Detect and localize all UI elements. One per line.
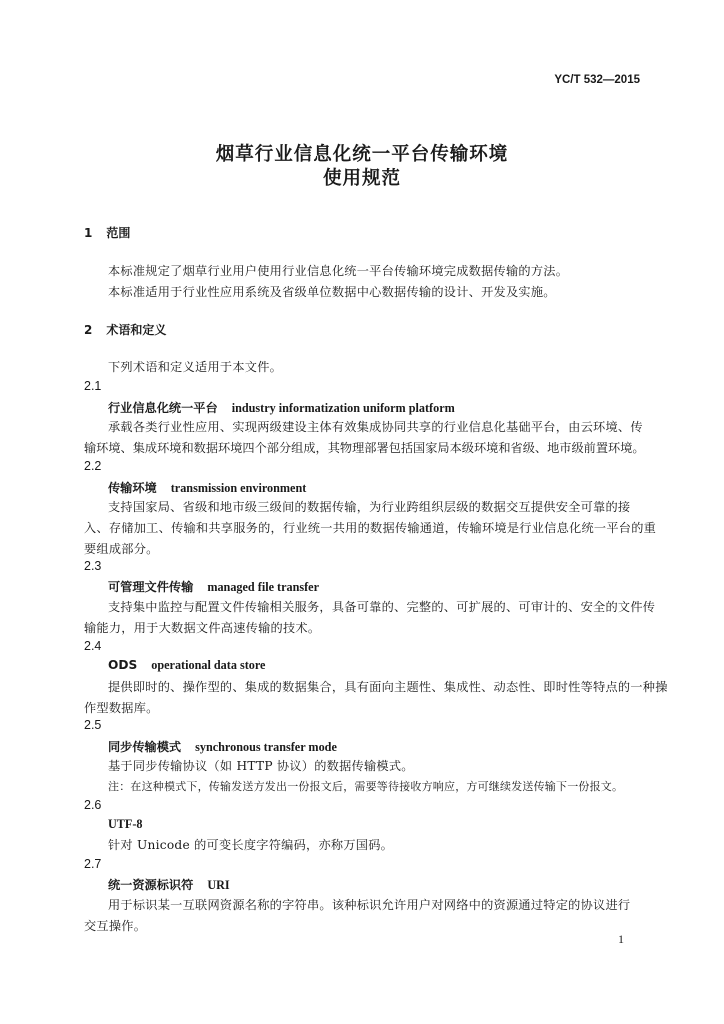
paragraph: 下列术语和定义适用于本文件。 [108, 360, 283, 374]
definition-line: 针对 Unicode 的可变长度字符编码，亦称万国码。 [108, 838, 394, 852]
definition-line: 入、存储加工、传输和共享服务的，行业统一共用的数据传输通道，传输环境是行业信息化统一平台的重 [84, 521, 657, 535]
section-2-heading [84, 321, 166, 338]
section-number: 1 [84, 226, 93, 240]
term-zh: 可管理文件传输 [108, 580, 194, 594]
section-1-heading [84, 224, 130, 241]
term-heading [108, 817, 143, 832]
page-number: 1 [618, 932, 624, 946]
clause-number: 2.4 [84, 639, 102, 653]
definition-line: 支持集中监控与配置文件传输相关服务，具备可靠的、完整的、可扩展的、可审计的、安全的文件传 [108, 600, 656, 614]
definition-line: 提供即时的、操作型的、集成的数据集合，具有面向主题性、集成性、动态性、即时性等特点的一种操 [108, 680, 668, 694]
standard-number: YC/T 532—2015 [554, 74, 640, 86]
term-zh: 传输环境 [108, 481, 157, 495]
section-title: 范围 [106, 226, 131, 240]
term-zh: 同步传输模式 [108, 740, 182, 754]
clause-number: 2.1 [84, 379, 102, 393]
section-number: 2 [84, 323, 93, 337]
clause-number: 2.6 [84, 798, 102, 812]
note: 注：在这种模式下，传输发送方发出一份报文后，需要等待接收方响应，方可继续发送传输下一份报文。 [108, 780, 624, 793]
term-heading [108, 399, 455, 416]
paragraph: 本标准适用于行业性应用系统及省级单位数据中心数据传输的设计、开发及实施。 [108, 285, 556, 299]
term-en: industry informatization uniform platform [231, 401, 455, 415]
term-heading [108, 738, 337, 755]
definition-line: 用于标识某一互联网资源名称的字符串。该种标识允许用户对网络中的资源通过特定的协议进行 [108, 898, 631, 912]
definition-line: 基于同步传输协议（如 HTTP 协议）的数据传输模式。 [108, 759, 414, 773]
definition-line: 要组成部分。 [84, 542, 159, 556]
definition-line: 作型数据库。 [84, 701, 159, 715]
definition-line: 承载各类行业性应用、实现两级建设主体有效集成协同共享的行业信息化基础平台，由云环境、传 [108, 420, 643, 434]
document-title-line1: 烟草行业信息化统一平台传输环境 [215, 144, 509, 165]
term-en: URI [207, 878, 230, 892]
clause-number: 2.7 [84, 857, 102, 871]
definition-line: 输能力，用于大数据文件高速传输的技术。 [84, 621, 321, 635]
term-en: synchronous transfer mode [195, 740, 337, 754]
paragraph: 本标准规定了烟草行业用户使用行业信息化统一平台传输环境完成数据传输的方法。 [108, 264, 569, 278]
definition-line: 输环境、集成环境和数据环境四个部分组成，其物理部署包括国家局本级环境和省级、地市级前置环境。 [84, 441, 645, 455]
term-zh: 统一资源标识符 [108, 878, 194, 892]
term-zh: UTF-8 [108, 817, 143, 831]
term-zh: ODS [108, 658, 138, 672]
term-en: operational data store [151, 658, 266, 672]
term-en: transmission environment [170, 481, 307, 495]
term-heading [108, 578, 319, 595]
definition-line: 支持国家局、省级和地市级三级间的数据传输，为行业跨组织层级的数据交互提供安全可靠的接 [108, 500, 631, 514]
document-title-line2: 使用规范 [322, 168, 401, 189]
definition-line: 交互操作。 [84, 919, 147, 933]
section-title: 术语和定义 [106, 323, 167, 337]
clause-number: 2.3 [84, 559, 102, 573]
term-heading [108, 876, 230, 893]
clause-number: 2.5 [84, 718, 102, 732]
term-en: managed file transfer [207, 580, 320, 594]
term-heading [108, 479, 306, 496]
clause-number: 2.2 [84, 459, 102, 473]
term-zh: 行业信息化统一平台 [108, 401, 218, 415]
term-heading [108, 658, 265, 673]
